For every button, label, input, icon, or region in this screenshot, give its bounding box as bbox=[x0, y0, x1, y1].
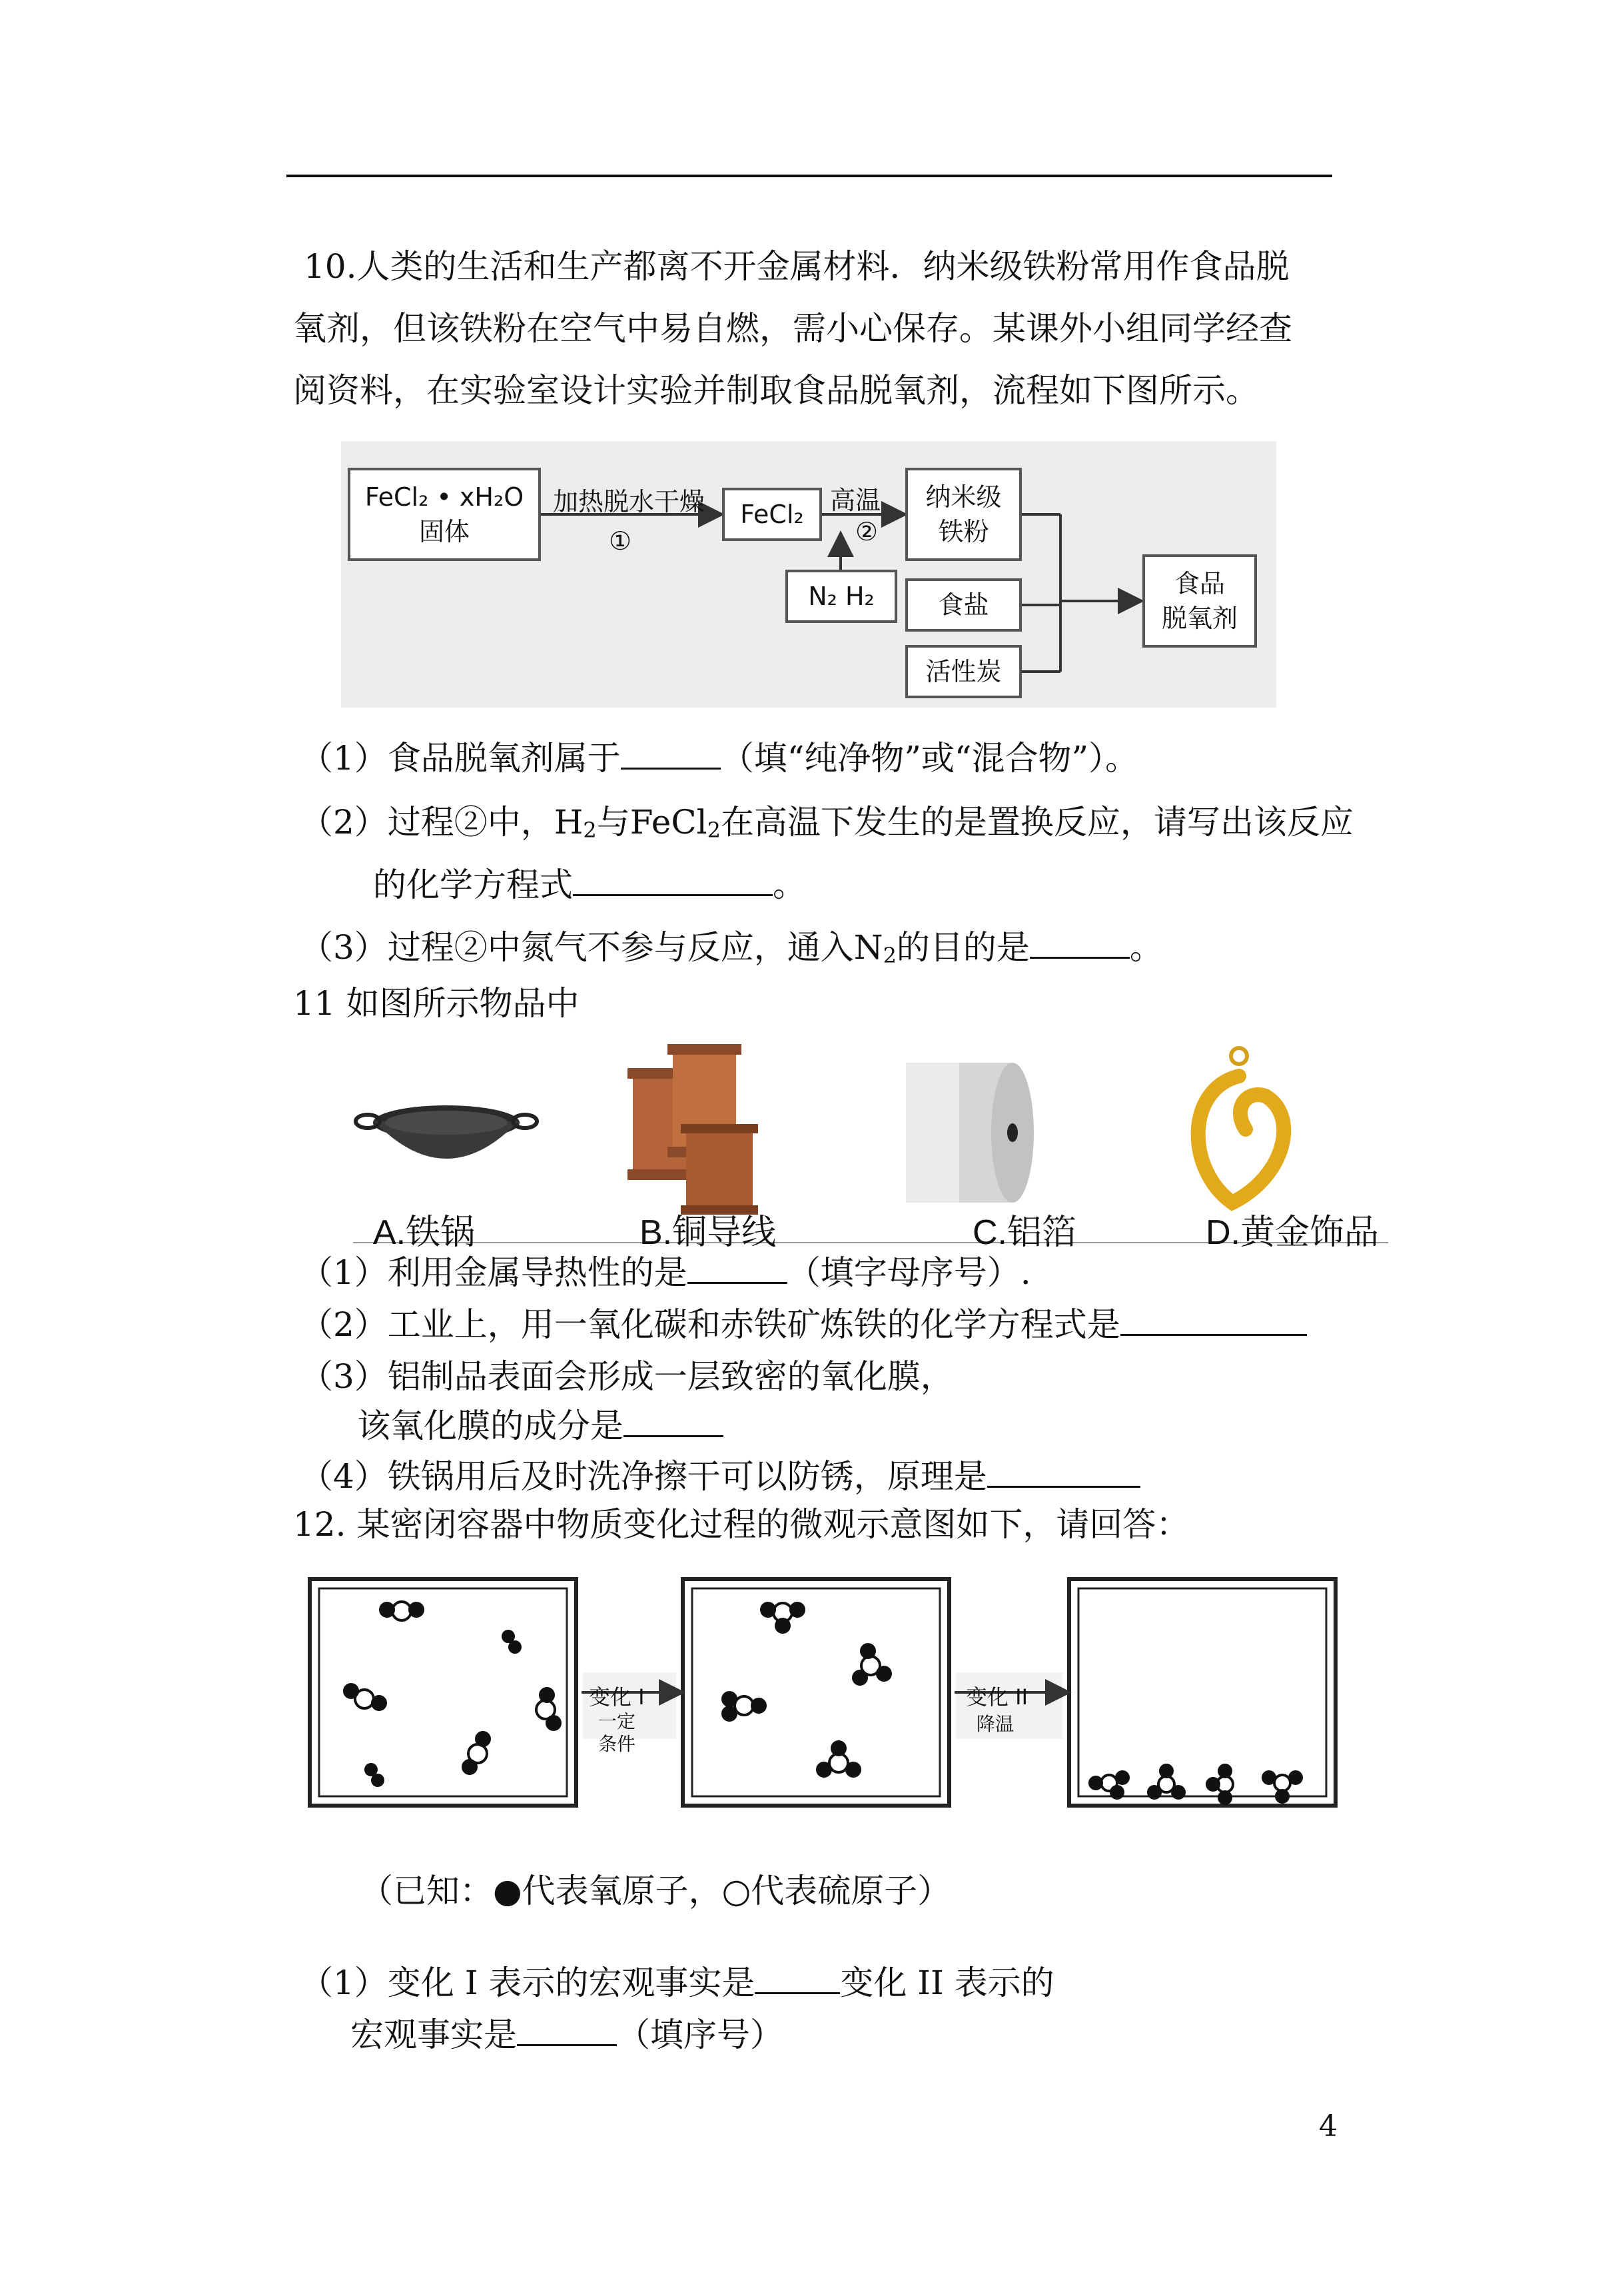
so3-molecules-box2 bbox=[723, 1603, 891, 1776]
flow-box-nano-iron-line1: 纳米级 bbox=[925, 482, 1002, 512]
q12-legend: （已知：●代表氧原子，○代表硫原子） bbox=[360, 1872, 951, 1910]
q12-title: 12. 某密闭容器中物质变化过程的微观示意图如下，请回答： bbox=[293, 1505, 1190, 1544]
flow-box-nano-iron-line2: 铁粉 bbox=[938, 517, 989, 546]
q10-sub3-text-a: （3）过程②中氮气不参与反应，通入N bbox=[300, 928, 883, 967]
q11-sub3-line2 bbox=[357, 1406, 723, 1446]
q11-title: 11 如图所示物品中 bbox=[293, 984, 580, 1023]
q10-sub1-text: （1）食品脱氧剂属于 bbox=[300, 739, 621, 778]
q10-intro-line-1: 10.人类的生活和生产都离不开金属材料．纳米级铁粉常用作食品脱 bbox=[304, 247, 1290, 286]
q10-sub2-text-a: （2）过程②中，H bbox=[300, 803, 584, 842]
q10-sub3-text-b: 的目的是 bbox=[896, 928, 1030, 967]
q11-picture-strip bbox=[353, 1036, 1388, 1252]
flow-box-fecl2-hydrate bbox=[348, 468, 541, 561]
page-number: 4 bbox=[1319, 2109, 1338, 2143]
flow-box-deoxidizer bbox=[1142, 554, 1257, 648]
q12-sub1-blank-2[interactable] bbox=[517, 2015, 617, 2046]
q11-item-b-label: B.铜导线 bbox=[639, 1213, 777, 1252]
flow-arrow2-label: 高温 bbox=[830, 486, 881, 515]
q10-sub3 bbox=[300, 927, 1163, 975]
q11-sub4-blank[interactable] bbox=[987, 1456, 1140, 1488]
q12-sub1-hint: （填序号） bbox=[617, 2015, 783, 2054]
flow-box-deoxidizer-line2: 脱氧剂 bbox=[1161, 604, 1238, 633]
flow-box-deoxidizer-line1: 食品 bbox=[1174, 569, 1225, 598]
change-1-condition-2: 条件 bbox=[598, 1733, 636, 1755]
q11-sub1-hint: （填字母序号）. bbox=[787, 1253, 1031, 1292]
flow-box-activated-carbon: 活性炭 bbox=[905, 645, 1022, 698]
iron-wok-icon bbox=[356, 1105, 537, 1159]
flow-box-gases: N₂ H₂ bbox=[785, 570, 897, 623]
q10-sub1-hint: （填“纯净物”或“混合物”）。 bbox=[720, 739, 1139, 778]
q10-sub2-end: 。 bbox=[773, 865, 806, 904]
so3-condensed-box3 bbox=[1090, 1765, 1302, 1804]
change-1-condition: 一定 bbox=[598, 1710, 636, 1732]
q11-item-a-label: A.铁锅 bbox=[373, 1213, 476, 1252]
change-2-condition: 降温 bbox=[977, 1713, 1014, 1735]
q11-sub1 bbox=[300, 1253, 1031, 1293]
q10-sub2-subscript-1: 2 bbox=[583, 818, 597, 843]
flow-arrow2-step: ② bbox=[855, 517, 879, 546]
q11-item-d-label: D.黄金饰品 bbox=[1206, 1213, 1380, 1252]
q11-sub2 bbox=[300, 1305, 1307, 1345]
q12-sub1-text-a: （1）变化 I 表示的宏观事实是 bbox=[300, 1964, 755, 2002]
q10-sub2-subscript-2: 2 bbox=[707, 818, 721, 843]
header-rule bbox=[286, 175, 1332, 177]
q11-sub3: （3）铝制品表面会形成一层致密的氧化膜， bbox=[300, 1357, 954, 1396]
q12-sub1-text-b: 变化 II 表示的 bbox=[840, 1964, 1054, 2002]
q11-sub1-blank[interactable] bbox=[687, 1253, 787, 1284]
q10-sub3-end: 。 bbox=[1129, 928, 1163, 967]
o2-molecules-box1 bbox=[364, 1630, 522, 1787]
q10-sub1 bbox=[300, 738, 1138, 778]
q12-sub1-blank-1[interactable] bbox=[755, 1963, 840, 1994]
q10-intro-line-2: 氧剂，但该铁粉在空气中易自燃，需小心保存。某课外小组同学经查 bbox=[293, 309, 1292, 348]
q11-sub3-blank[interactable] bbox=[623, 1406, 723, 1437]
flow-box-fecl2-hydrate-line1: FeCl₂ • xH₂O bbox=[364, 482, 524, 512]
gold-pendant-icon bbox=[1198, 1048, 1284, 1203]
container-2 bbox=[683, 1579, 949, 1806]
q11-item-c-label: C.铝箔 bbox=[973, 1213, 1077, 1252]
q10-sub2 bbox=[300, 802, 1354, 850]
q11-sub2-text: （2）工业上，用一氧化碳和赤铁矿炼铁的化学方程式是 bbox=[300, 1305, 1120, 1344]
so2-molecules-box1 bbox=[344, 1602, 560, 1774]
q10-sub2-blank[interactable] bbox=[573, 865, 773, 896]
change-1-label: 变化 I bbox=[589, 1684, 645, 1710]
flow-box-fecl2-hydrate-line2: 固体 bbox=[418, 517, 470, 546]
q10-sub2-text-c: 在高温下发生的是置换反应，请写出该反应 bbox=[720, 803, 1354, 842]
q10-intro-line-3: 阅资料，在实验室设计实验并制取食品脱氧剂，流程如下图所示。 bbox=[293, 371, 1259, 410]
aluminum-foil-roll-icon bbox=[906, 1063, 1034, 1203]
q10-sub1-blank[interactable] bbox=[621, 738, 721, 770]
flow-arrow1-step: ① bbox=[609, 526, 632, 556]
q11-sub4-text: （4）铁锅用后及时洗净擦干可以防锈，原理是 bbox=[300, 1457, 987, 1496]
q12-microscopic-diagram bbox=[303, 1572, 1342, 1812]
q11-sub2-blank[interactable] bbox=[1120, 1305, 1307, 1336]
flow-box-nano-iron bbox=[905, 468, 1022, 561]
q10-sub3-blank[interactable] bbox=[1030, 927, 1130, 959]
q10-sub3-subscript: 2 bbox=[883, 943, 897, 968]
change-2-label: 变化 II bbox=[966, 1684, 1028, 1710]
flow-arrow1-label: 加热脱水干燥 bbox=[553, 487, 705, 516]
q12-sub1-text-c: 宏观事实是 bbox=[350, 2015, 517, 2054]
q11-sub4 bbox=[300, 1456, 1140, 1496]
q10-sub2-text-d: 的化学方程式 bbox=[373, 865, 573, 904]
q10-sub2-text-b: 与FeCl bbox=[596, 803, 707, 842]
flowchart bbox=[341, 441, 1276, 708]
q11-sub3-text: 该氧化膜的成分是 bbox=[357, 1407, 623, 1445]
q10-sub2-line2 bbox=[373, 865, 806, 905]
flow-box-fecl2: FeCl₂ bbox=[722, 488, 822, 541]
copper-wire-spool-icon bbox=[627, 1044, 758, 1215]
flow-box-salt: 食盐 bbox=[905, 578, 1022, 632]
q12-sub1 bbox=[300, 1963, 1054, 2003]
q12-sub1-line2 bbox=[350, 2015, 783, 2055]
q11-sub1-text: （1）利用金属导热性的是 bbox=[300, 1253, 687, 1292]
